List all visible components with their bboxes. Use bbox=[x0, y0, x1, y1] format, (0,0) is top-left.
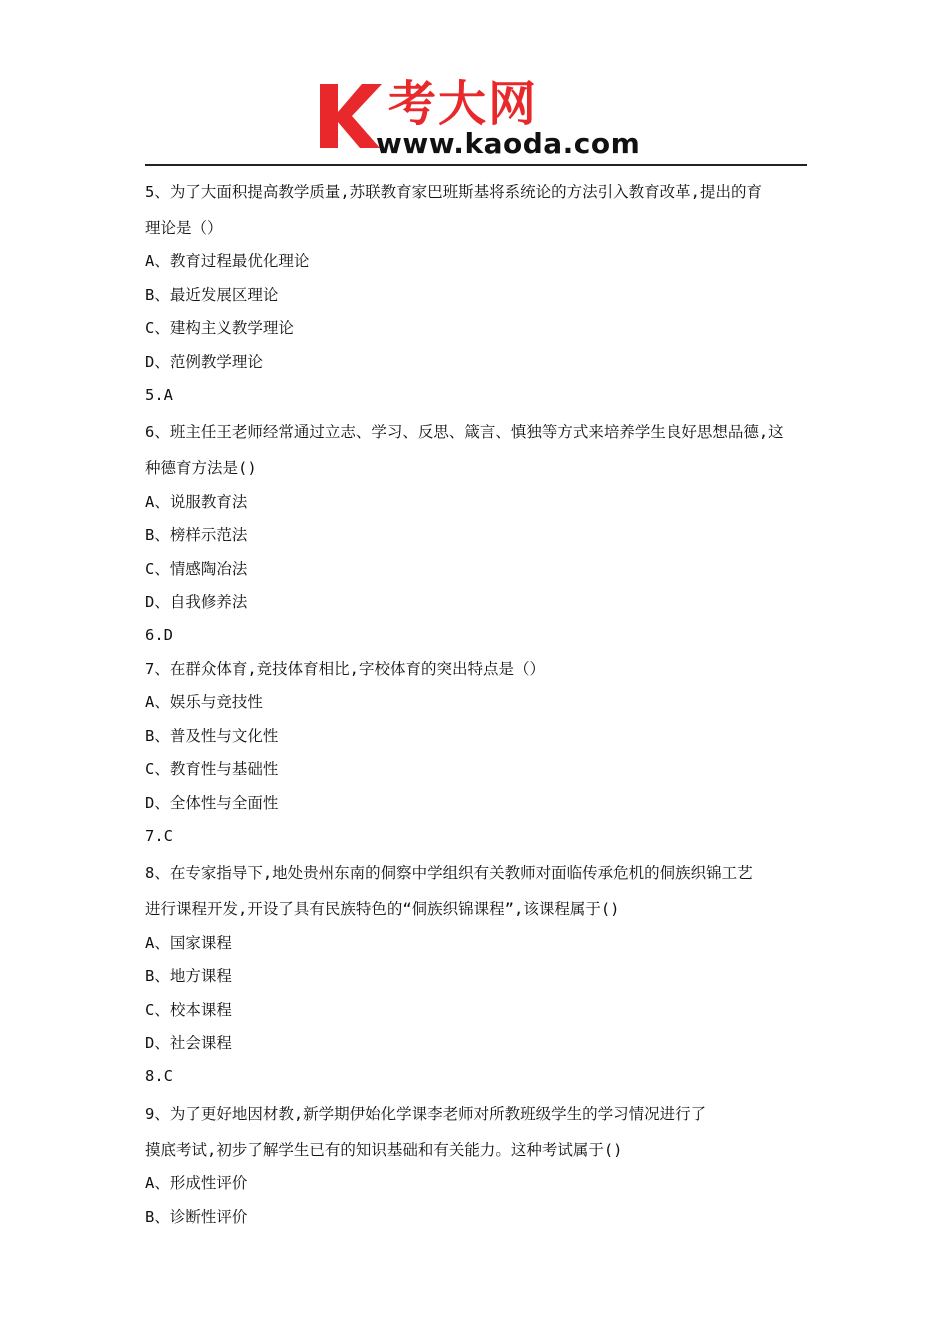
answer-key: 7.C bbox=[145, 826, 173, 845]
answer-option: A、说服教育法 bbox=[145, 492, 248, 511]
logo-url: www.kaoda.com bbox=[376, 127, 641, 160]
answer-key: 8.C bbox=[145, 1067, 173, 1086]
answer-option: D、自我修养法 bbox=[145, 593, 248, 612]
question-stem: 5、为了大面积提高教学质量,苏联教育家巴班斯基将系统论的方法引入教育改革,提出的育 bbox=[145, 183, 762, 201]
answer-option: C、教育性与基础性 bbox=[145, 760, 279, 779]
kaoda-logo bbox=[318, 78, 648, 160]
answer-option: D、范例教学理论 bbox=[145, 352, 263, 371]
answer-option: C、建构主义教学理论 bbox=[145, 319, 294, 338]
answer-option: A、教育过程最优化理论 bbox=[145, 252, 310, 271]
answer-option: C、校本课程 bbox=[145, 1000, 232, 1019]
question-stem: 6、班主任王老师经常通过立志、学习、反思、箴言、慎独等方式来培养学生良好思想品德,这 bbox=[145, 423, 784, 442]
answer-option: A、国家课程 bbox=[145, 933, 232, 952]
question-stem: 摸底考试,初步了解学生已有的知识基础和有关能力。这种考试属于() bbox=[145, 1140, 623, 1159]
answer-option: B、普及性与文化性 bbox=[145, 726, 279, 745]
logo-k-icon bbox=[318, 78, 384, 150]
answer-key: 6.D bbox=[145, 626, 173, 645]
question-stem: 8、在专家指导下,地处贵州东南的侗察中学组织有关教师对面临传承危机的侗族织锦工艺 bbox=[145, 864, 753, 883]
question-stem: 进行课程开发,开设了具有民族特色的“侗族织锦课程”,该课程属于() bbox=[145, 900, 620, 919]
answer-option: D、全体性与全面性 bbox=[145, 793, 279, 812]
answer-option: A、形成性评价 bbox=[145, 1174, 248, 1193]
question-list bbox=[145, 172, 810, 1234]
answer-option: B、榜样示范法 bbox=[145, 526, 248, 545]
question-stem: 9、为了更好地因材教,新学期伊始化学课李老师对所教班级学生的学习情况进行了 bbox=[145, 1104, 707, 1123]
page-header bbox=[0, 0, 950, 170]
answer-key: 5.A bbox=[145, 386, 173, 405]
answer-option: B、诊断性评价 bbox=[145, 1207, 248, 1226]
question-stem: 7、在群众体育,竞技体育相比,字校体育的突出特点是（） bbox=[145, 659, 545, 678]
answer-option: B、地方课程 bbox=[145, 967, 232, 986]
answer-option: B、最近发展区理论 bbox=[145, 285, 279, 304]
header-divider bbox=[145, 164, 807, 166]
answer-option: D、社会课程 bbox=[145, 1033, 232, 1052]
question-stem: 种德育方法是() bbox=[145, 459, 257, 478]
answer-option: A、娱乐与竞技性 bbox=[145, 693, 263, 712]
logo-title: 考大网 bbox=[388, 76, 539, 132]
answer-option: C、情感陶冶法 bbox=[145, 559, 248, 578]
question-stem: 理论是（） bbox=[145, 219, 223, 237]
